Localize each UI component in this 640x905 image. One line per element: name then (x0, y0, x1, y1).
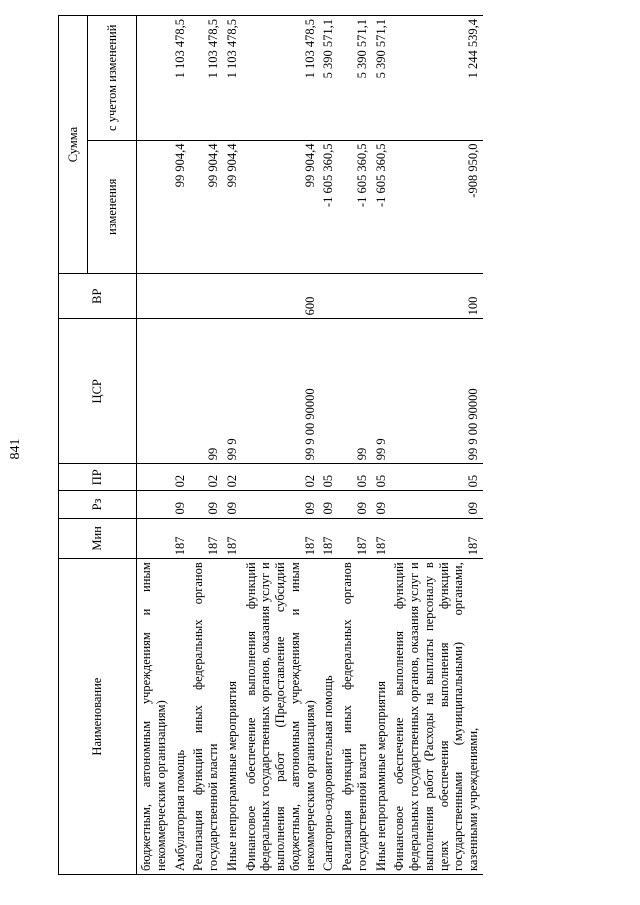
row-min (137, 518, 171, 559)
header-rz: Рз (59, 491, 137, 518)
header-pr: ПР (59, 464, 137, 491)
row-csr: 99 (189, 319, 223, 464)
row-pr: 05 (372, 464, 391, 491)
row-min: 187 (171, 518, 190, 559)
table-row (171, 16, 190, 875)
row-rz: 09 (242, 491, 320, 518)
row-name: Финансовое обеспечение выполнения функций федеральных государственных органов, оказания услуг и выполнения работ (Расходы на выплаты персоналу в целях обеспечения выполнения функций государственными (муниципальными) органами, казенными учреждениями, (390, 559, 483, 875)
row-name: Иные непрограммные мероприятия (223, 559, 242, 875)
row-min: 187 (242, 518, 320, 559)
row-min: 187 (372, 518, 391, 559)
row-rz: 09 (390, 491, 483, 518)
row-rz: 09 (372, 491, 391, 518)
row-vr (189, 274, 223, 319)
row-s-uchetom: 5 390 571,1 (338, 16, 372, 141)
row-name: Амбулаторная помощь (171, 559, 190, 875)
row-pr: 02 (189, 464, 223, 491)
row-vr (171, 274, 190, 319)
row-vr: 100 (390, 274, 483, 319)
header-csr: ЦСР (59, 319, 137, 464)
row-rz: 09 (171, 491, 190, 518)
row-vr (223, 274, 242, 319)
row-s-uchetom: 1 103 478,5 (171, 16, 190, 141)
row-s-uchetom (137, 16, 171, 141)
table-row (372, 16, 391, 875)
row-csr: 99 9 (223, 319, 242, 464)
page-number: 841 (8, 438, 23, 460)
header-s-uchetom: с учетом изменений (88, 16, 137, 141)
row-csr: 99 (338, 319, 372, 464)
row-name: Санаторно-оздоровительная помощь (319, 559, 338, 875)
row-s-uchetom: 1 244 539,4 (390, 16, 483, 141)
header-min: Мин (59, 518, 137, 559)
table-row (223, 16, 242, 875)
row-name: Финансовое обеспечение выполнения функций федеральных государственных органов, оказания услуг и выполнения работ (Предоставление субсидий бюджетным, автономным учреждениям и иным некоммерческим организациям) (242, 559, 320, 875)
table-header (59, 16, 137, 875)
row-vr (338, 274, 372, 319)
table-row (137, 16, 171, 875)
header-summa: Сумма (59, 16, 88, 274)
row-s-uchetom: 5 390 571,1 (372, 16, 391, 141)
row-izmeneniya: 99 904,4 (242, 140, 320, 274)
row-rz: 09 (319, 491, 338, 518)
table-row (319, 16, 338, 875)
row-izmeneniya: -1 605 360,5 (338, 140, 372, 274)
row-pr (137, 464, 171, 491)
header-name: Наименование (59, 559, 137, 875)
row-izmeneniya: 99 904,4 (223, 140, 242, 274)
row-csr (171, 319, 190, 464)
row-s-uchetom: 5 390 571,1 (319, 16, 338, 141)
table-row (390, 16, 483, 875)
row-csr: 99 9 00 90000 (242, 319, 320, 464)
row-pr: 05 (319, 464, 338, 491)
row-izmeneniya: -1 605 360,5 (372, 140, 391, 274)
row-pr: 05 (390, 464, 483, 491)
row-csr (319, 319, 338, 464)
row-name: бюджетным, автономным учреждениям и иным некоммерческим организациям) (137, 559, 171, 875)
row-min: 187 (319, 518, 338, 559)
table-row (242, 16, 320, 875)
row-min: 187 (189, 518, 223, 559)
row-name: Иные непрограммные мероприятия (372, 559, 391, 875)
row-pr: 02 (223, 464, 242, 491)
row-pr: 02 (171, 464, 190, 491)
table-row (338, 16, 372, 875)
row-rz: 09 (189, 491, 223, 518)
row-pr: 02 (242, 464, 320, 491)
row-izmeneniya (137, 140, 171, 274)
row-izmeneniya: 99 904,4 (189, 140, 223, 274)
row-s-uchetom: 1 103 478,5 (242, 16, 320, 141)
table-body (137, 16, 483, 875)
row-izmeneniya: -1 605 360,5 (319, 140, 338, 274)
table-row (189, 16, 223, 875)
header-vr: ВР (59, 274, 137, 319)
row-min: 187 (223, 518, 242, 559)
row-s-uchetom: 1 103 478,5 (189, 16, 223, 141)
budget-table (58, 15, 483, 875)
row-rz: 09 (338, 491, 372, 518)
row-vr (319, 274, 338, 319)
row-csr: 99 9 (372, 319, 391, 464)
row-s-uchetom: 1 103 478,5 (223, 16, 242, 141)
row-vr (137, 274, 171, 319)
row-csr: 99 9 00 90000 (390, 319, 483, 464)
row-min: 187 (338, 518, 372, 559)
row-rz: 09 (223, 491, 242, 518)
row-min: 187 (390, 518, 483, 559)
row-vr: 600 (242, 274, 320, 319)
header-izmeneniya: изменения (88, 140, 137, 274)
row-izmeneniya: -908 950,0 (390, 140, 483, 274)
row-rz (137, 491, 171, 518)
row-name: Реализация функций иных федеральных органов государственной власти (189, 559, 223, 875)
row-pr: 05 (338, 464, 372, 491)
row-vr (372, 274, 391, 319)
row-csr (137, 319, 171, 464)
row-name: Реализация функций иных федеральных органов государственной власти (338, 559, 372, 875)
row-izmeneniya: 99 904,4 (171, 140, 190, 274)
